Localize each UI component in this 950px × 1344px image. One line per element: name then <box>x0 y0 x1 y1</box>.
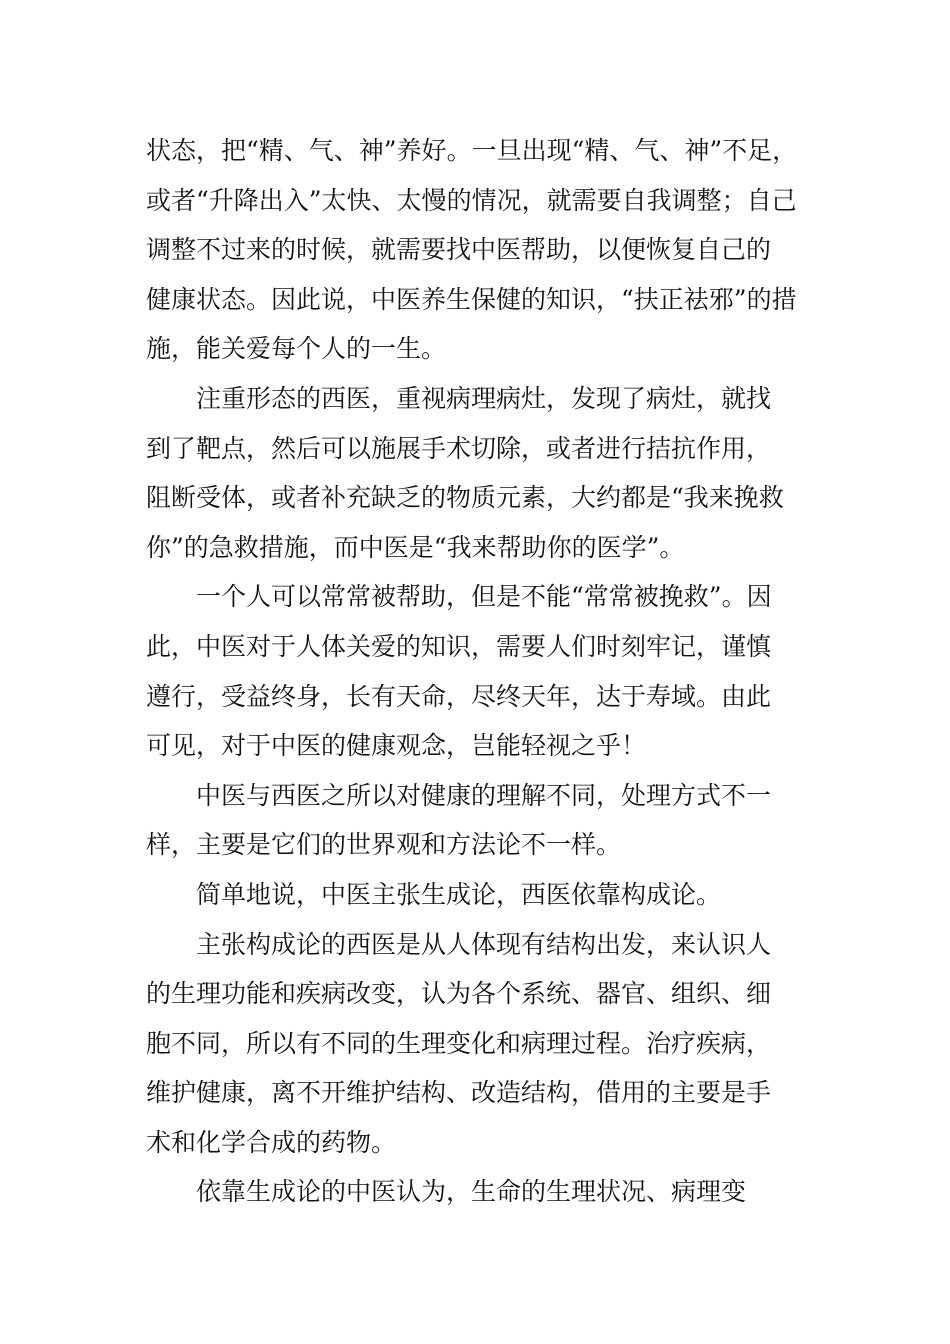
text-line: 施，能关爱每个人的一生。 <box>146 334 447 364</box>
text-line: 到了靶点，然后可以施展手术切除，或者进行拮抗作用， <box>146 433 772 463</box>
text-line: 依靠生成论的中医认为，生命的生理状况、病理变 <box>196 1177 747 1207</box>
text-line: 此，中医对于人体关爱的知识，需要人们时刻牢记，谨慎 <box>146 631 772 661</box>
text-line: 的生理功能和疾病改变，认为各个系统、器官、组织、细 <box>146 979 772 1009</box>
text-line: 状态，把“精、气、神”养好。一旦出现“精、气、神”不足， <box>146 136 798 165</box>
text-line: 可见，对于中医的健康观念，岂能轻视之乎！ <box>146 731 647 761</box>
text-line: 你”的急救措施，而中医是“我来帮助你的医学”。 <box>146 532 685 562</box>
text-line: 样，主要是它们的世界观和方法论不一样。 <box>146 830 622 860</box>
text-line: 维护健康，离不开维护结构、改造结构，借用的主要是手 <box>146 1078 772 1108</box>
text-line: 术和化学合成的药物。 <box>146 1127 397 1157</box>
text-line: 或者“升降出入”太快、太慢的情况，就需要自我调整；自己 <box>146 185 797 215</box>
text-line: 阻断受体，或者补充缺乏的物质元素，大约都是“我来挽救 <box>146 483 784 513</box>
text-line: 健康状态。因此说，中医养生保健的知识，“扶正祛邪”的措 <box>146 284 797 314</box>
text-line: 调整不过来的时候，就需要找中医帮助，以便恢复自己的 <box>146 235 772 265</box>
text-line: 一个人可以常常被帮助，但是不能“常常被挽救”。因 <box>196 582 772 612</box>
text-line: 遵行，受益终身，长有天命，尽终天年，达于寿域。由此 <box>146 681 772 711</box>
text-line: 主张构成论的西医是从人体现有结构出发，来认识人 <box>196 929 772 959</box>
text-line: 中医与西医之所以对健康的理解不同，处理方式不一 <box>196 780 772 810</box>
text-line: 注重形态的西医，重视病理病灶，发现了病灶，就找 <box>196 383 772 413</box>
body-text <box>146 126 806 1217</box>
text-line: 胞不同，所以有不同的生理变化和病理过程。治疗疾病， <box>146 1028 772 1058</box>
text-line: 简单地说，中医主张生成论，西医依靠构成论。 <box>196 879 722 909</box>
